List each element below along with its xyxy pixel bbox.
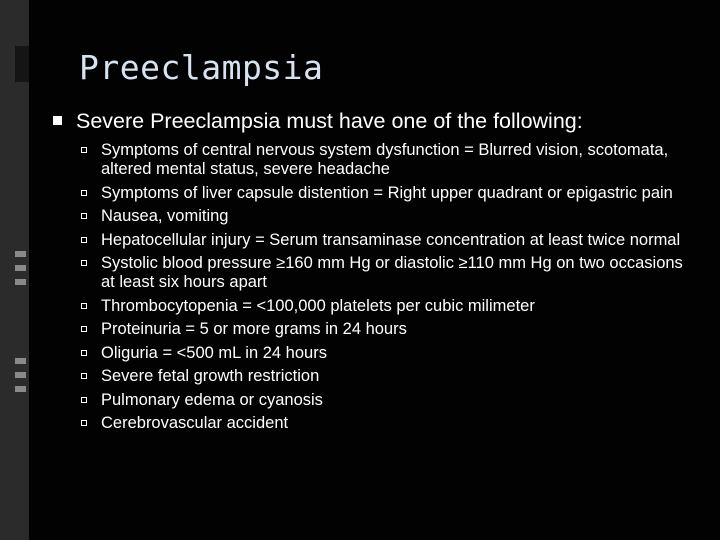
main-bullet-point — [53, 108, 683, 134]
list-item — [53, 207, 683, 226]
hollow-square-bullet-icon — [81, 147, 87, 153]
square-bullet-icon — [53, 116, 62, 125]
list-item — [53, 231, 683, 250]
list-item — [53, 184, 683, 203]
list-item-text: Symptoms of central nervous system dysfunction = Blurred vision, scotomata, altered mental status, severe headache — [101, 141, 669, 178]
left-accent-strip — [15, 372, 26, 378]
list-item-text: Proteinuria = 5 or more grams in 24 hours — [101, 320, 407, 338]
left-accent-strip — [15, 265, 26, 271]
list-item — [53, 414, 683, 433]
hollow-square-bullet-icon — [81, 303, 87, 309]
hollow-square-bullet-icon — [81, 260, 87, 266]
title-accent-block-top — [15, 46, 29, 64]
hollow-square-bullet-icon — [81, 326, 87, 332]
hollow-square-bullet-icon — [81, 213, 87, 219]
slide-content — [53, 108, 683, 438]
hollow-square-bullet-icon — [81, 373, 87, 379]
list-item — [53, 320, 683, 339]
list-item-text: Severe fetal growth restriction — [101, 367, 320, 385]
slide-title: Preeclampsia — [79, 48, 324, 87]
list-item-text: Cerebrovascular accident — [101, 414, 289, 432]
left-accent-strip — [15, 279, 26, 285]
title-accent-block-bottom — [15, 64, 29, 82]
left-accent-strip — [15, 386, 26, 392]
hollow-square-bullet-icon — [81, 350, 87, 356]
list-item — [53, 254, 683, 292]
list-item — [53, 297, 683, 316]
hollow-square-bullet-icon — [81, 397, 87, 403]
list-item-text: Pulmonary edema or cyanosis — [101, 390, 323, 409]
list-item-text: Systolic blood pressure ≥160 mm Hg or diastolic ≥110 mm Hg on two occasions at least six hours apart — [101, 254, 683, 291]
list-item — [53, 141, 683, 179]
list-item-text: Hepatocellular injury = Serum transaminase concentration at least twice normal — [101, 230, 681, 249]
left-accent-strip — [15, 358, 26, 364]
list-item-text: Nausea, vomiting — [101, 207, 229, 225]
list-item-text: Thrombocytopenia = <100,000 platelets per cubic milimeter — [101, 296, 535, 315]
main-bullet-text: Severe Preeclampsia must have one of the following: — [76, 109, 583, 133]
hollow-square-bullet-icon — [81, 190, 87, 196]
hollow-square-bullet-icon — [81, 237, 87, 243]
criteria-list — [53, 141, 683, 433]
list-item — [53, 344, 683, 363]
list-item-text: Symptoms of liver capsule distention = Right upper quadrant or epigastric pain — [101, 183, 673, 202]
list-item-text: Oliguria = <500 mL in 24 hours — [101, 343, 327, 362]
hollow-square-bullet-icon — [81, 420, 87, 426]
list-item — [53, 391, 683, 410]
list-item — [53, 367, 683, 386]
left-accent-strip — [15, 251, 26, 257]
